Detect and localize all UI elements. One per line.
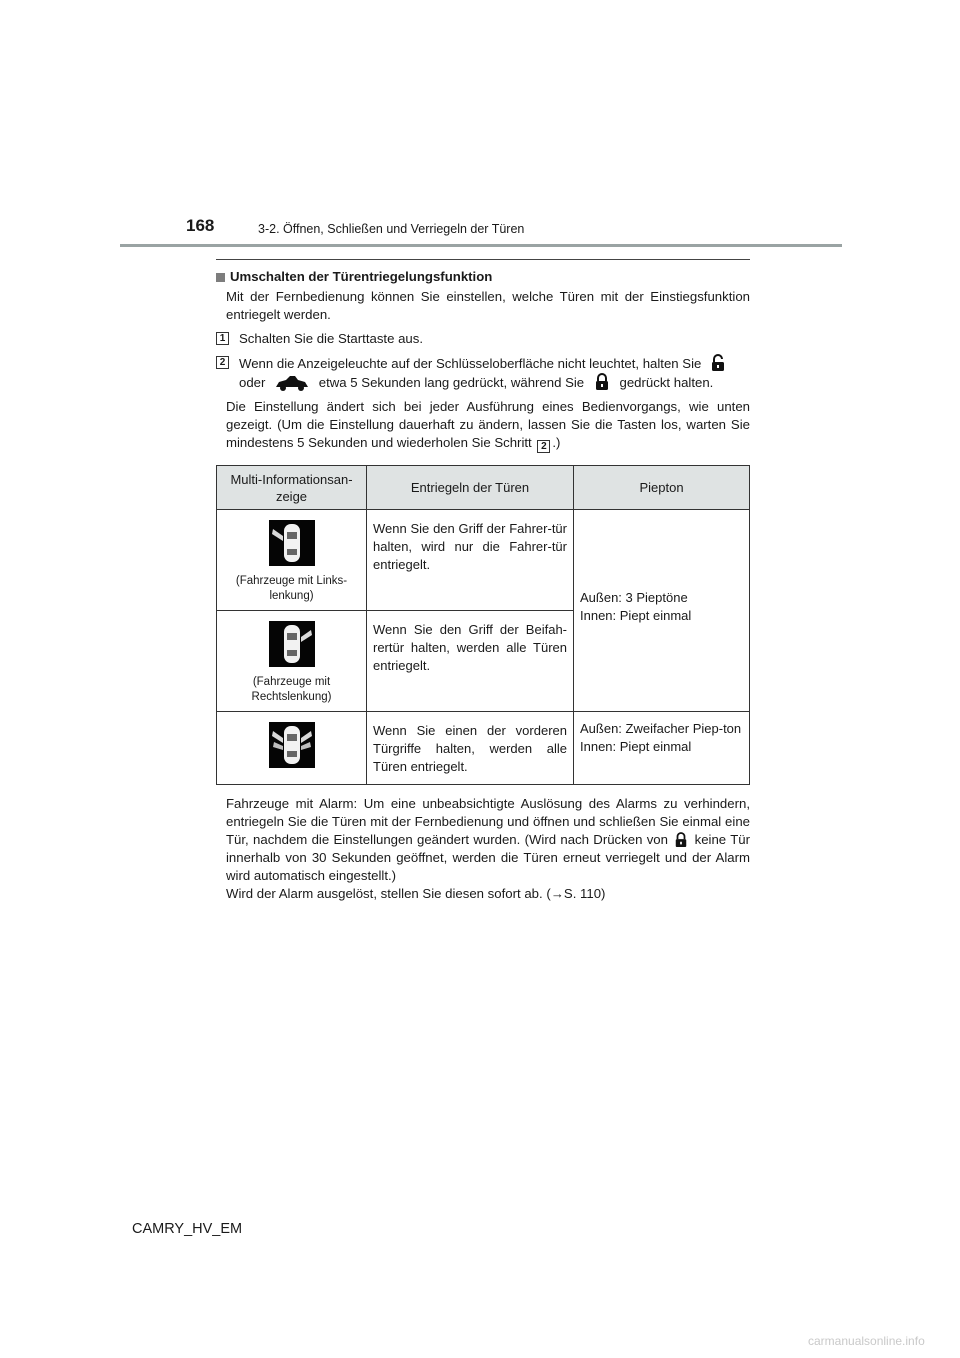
display-cell-right — [217, 611, 367, 712]
car-passenger-door-open-icon — [269, 621, 315, 667]
setting-note-end: .) — [552, 435, 561, 450]
setting-note-text: Die Einstellung ändert sich bei jeder Ausführung eines Bedienvorgangs, wie unten gezeigt. (Um die Einstellung dauerhaft zu ändern, lassen Sie die Tasten los, warten Sie mindestens 5 Sekunden und wiederholen Sie Schritt — [226, 399, 750, 450]
beep-inside: Innen: Piept einmal — [580, 607, 692, 623]
step-2-text — [239, 354, 750, 392]
trunk-icon — [275, 375, 309, 391]
lock-icon — [594, 373, 610, 391]
caption-right-hand-drive: (Fahrzeuge mit Rechtslenkung) — [251, 676, 332, 703]
display-cell-both — [217, 712, 367, 785]
chapter-title: 3-2. Öffnen, Schließen und Verriegeln der Türen — [258, 222, 525, 236]
beep-inside-once: Innen: Piept einmal — [580, 739, 692, 754]
setting-note — [216, 398, 750, 453]
car-front-doors-open-icon — [269, 722, 315, 768]
step-2-text-a: Wenn die Anzeigeleuchte auf der Schlüsseloberfläche nicht leuchtet, halten Sie — [239, 356, 702, 371]
watermark: carmanualsonline.info — [808, 1334, 925, 1348]
unlock-desc-passenger: Wenn Sie den Griff der Beifah-rertür halten, werden alle Türen entriegelt. — [367, 611, 574, 712]
beep-cell-shared — [574, 510, 750, 712]
alarm-text-b: keine Tür innerhalb von 30 Sekunden geöffnet, werden die Türen erneut verriegelt und der Alarm wird automatisch eingestellt.) — [226, 832, 750, 883]
caption-left-hand-drive: (Fahrzeuge mit Links-lenkung) — [235, 575, 348, 602]
section-heading — [216, 268, 750, 286]
document-code: CAMRY_HV_EM — [132, 1221, 243, 1237]
heading-bullet-icon — [216, 273, 225, 282]
alarm-stop-line: Wird der Alarm ausgelöst, stellen Sie diesen sofort ab. (→S. 110) — [226, 886, 606, 901]
unlock-settings-table — [216, 465, 750, 785]
column-header-display: Multi-Informationsan-zeige — [217, 466, 367, 510]
unlock-desc-all: Wenn Sie einen der vorderen Türgriffe halten, werden alle Türen entriegelt. — [367, 712, 574, 785]
beep-cell-last — [574, 712, 750, 785]
unlock-icon — [711, 354, 725, 372]
step-2-text-c: etwa 5 Sekunden lang gedrückt, während Sie — [318, 375, 585, 390]
display-cell-left — [217, 510, 367, 611]
main-content — [216, 259, 750, 909]
alarm-paragraph — [216, 795, 750, 885]
step-1 — [216, 330, 750, 348]
step-reference: 2 — [537, 440, 550, 453]
beep-outside: Außen: 3 Pieptöne — [580, 589, 688, 605]
table-header-row — [217, 466, 750, 510]
unlock-desc-driver: Wenn Sie den Griff der Fahrer-tür halten, wird nur die Fahrer-tür entriegelt. — [367, 510, 574, 611]
beep-outside-double: Außen: Zweifacher Piep-ton — [580, 721, 742, 736]
step-1-text: Schalten Sie die Starttaste aus. — [239, 331, 424, 346]
column-header-beep: Piepton — [574, 466, 750, 510]
lock-icon — [674, 832, 688, 848]
car-driver-door-open-icon — [269, 520, 315, 566]
intro-paragraph: Mit der Fernbedienung können Sie einstellen, welche Türen mit der Einstiegsfunktion entriegelt werden. — [226, 289, 750, 322]
alarm-text-a: Fahrzeuge mit Alarm: Um eine unbeabsichtigte Auslösung des Alarms zu verhindern, entriegeln Sie die Türen mit der Fernbedienung und öffnen und schließen Sie einmal eine Tür, nachdem die Einstellungen geändert wurden. (Wird nach Drücken von — [226, 796, 750, 847]
section-divider — [216, 259, 750, 260]
table-row — [217, 510, 750, 611]
header-divider — [120, 244, 842, 247]
step-number-2: 2 — [216, 356, 229, 369]
step-number-1: 1 — [216, 332, 229, 345]
table-row — [217, 712, 750, 785]
step-2-text-b: oder — [239, 375, 266, 390]
section-heading-text: Umschalten der Türentriegelungsfunktion — [230, 269, 493, 284]
step-2-text-d: gedrückt halten. — [619, 375, 714, 390]
page-number: 168 — [186, 216, 215, 235]
step-2 — [216, 354, 750, 392]
column-header-unlock: Entriegeln der Türen — [367, 466, 574, 510]
